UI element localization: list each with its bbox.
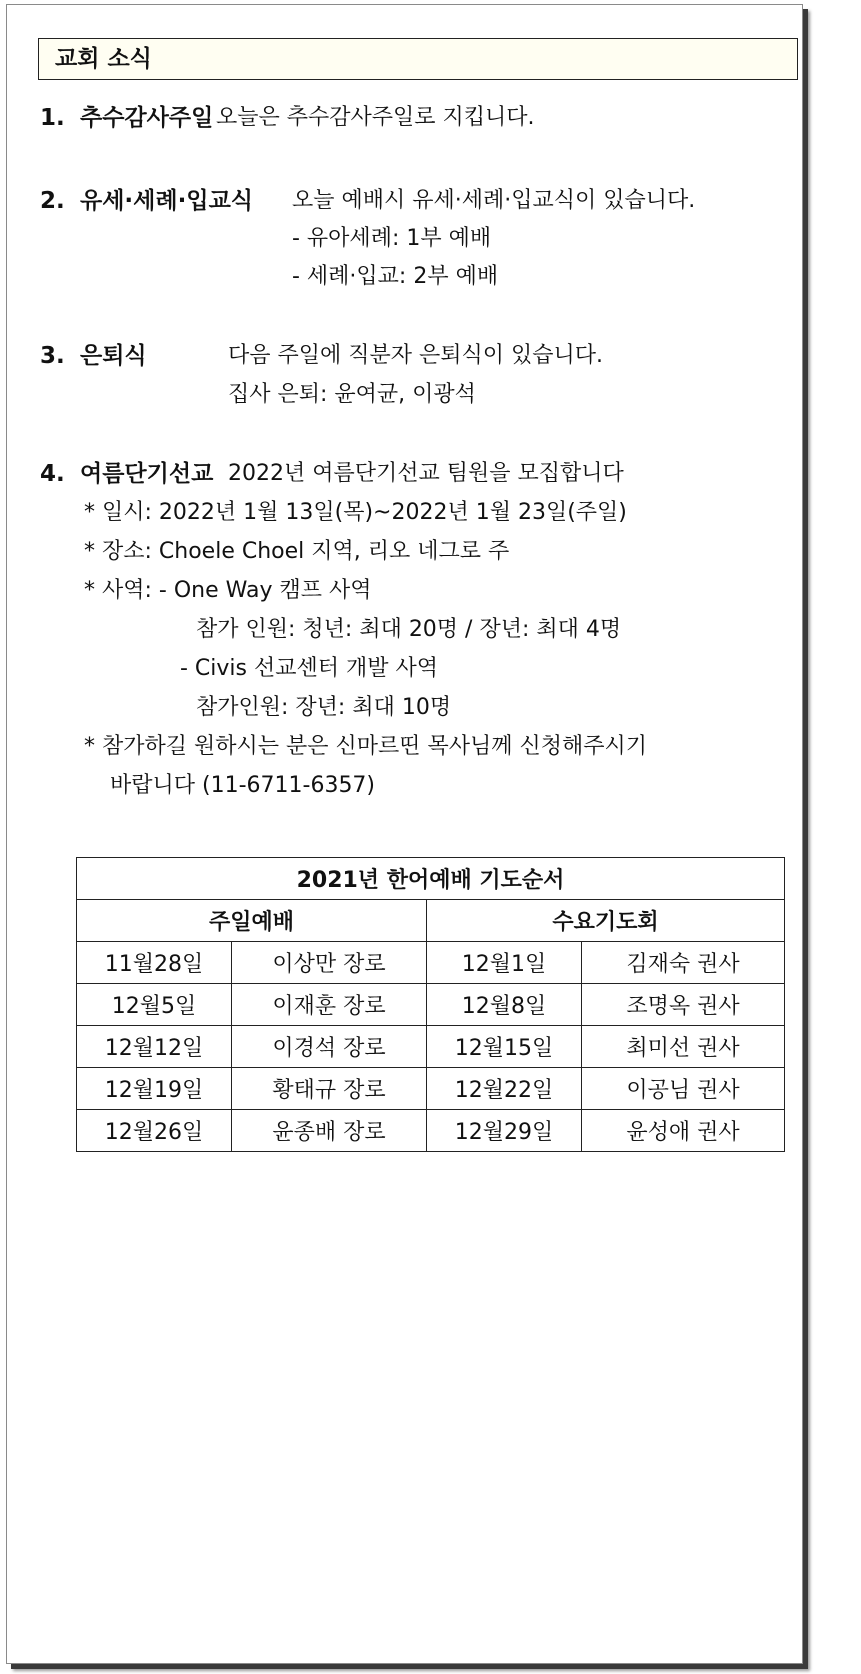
table-row (77, 1026, 785, 1068)
item-1-text: 오늘은 추수감사주일로 지킵니다. (216, 105, 535, 130)
sunday-leader: 황태규 장로 (232, 1068, 427, 1110)
sunday-date: 12월26일 (77, 1110, 232, 1152)
table-title: 2021년 한어예배 기도순서 (77, 858, 785, 900)
wednesday-date: 12월29일 (427, 1110, 582, 1152)
item-4-ministry: * 사역: - One Way 캠프 사역 (84, 578, 372, 603)
wednesday-leader: 윤성애 권사 (582, 1110, 785, 1152)
item-4-heading: 여름단기선교 (80, 461, 214, 487)
item-2-text: 오늘 예배시 유세·세례·입교식이 있습니다. (292, 188, 696, 213)
wednesday-date: 12월8일 (427, 984, 582, 1026)
item-3-text: 다음 주일에 직분자 은퇴식이 있습니다. (228, 343, 603, 368)
item-1-number: 1. (40, 105, 65, 131)
table-header-row (77, 900, 785, 942)
item-4-ministry-2: - Civis 선교센터 개발 사역 (180, 656, 438, 681)
item-3-heading: 은퇴식 (80, 343, 147, 369)
prayer-schedule-table (76, 857, 785, 1152)
item-4-place: * 장소: Choele Choel 지역, 리오 네그로 주 (84, 539, 510, 564)
section-title: 교회 소식 (38, 38, 798, 80)
wednesday-date: 12월22일 (427, 1068, 582, 1110)
item-2-number: 2. (40, 188, 65, 214)
sunday-date: 12월12일 (77, 1026, 232, 1068)
item-4-ministry-people: 참가 인원: 청년: 최대 20명 / 장년: 최대 4명 (196, 617, 622, 642)
item-2-heading: 유세·세례·입교식 (80, 188, 254, 214)
item-2-sub-1: - 유아세례: 1부 예배 (292, 226, 492, 251)
sunday-leader: 이경석 장로 (232, 1026, 427, 1068)
sunday-date: 12월19일 (77, 1068, 232, 1110)
wednesday-leader: 조명옥 권사 (582, 984, 785, 1026)
item-1-heading: 추수감사주일 (80, 105, 214, 131)
sunday-leader: 윤종배 장로 (232, 1110, 427, 1152)
item-3-sub-1: 집사 은퇴: 윤여균, 이광석 (228, 382, 476, 407)
sunday-leader: 이상만 장로 (232, 942, 427, 984)
wednesday-leader: 이공님 권사 (582, 1068, 785, 1110)
wednesday-leader: 최미선 권사 (582, 1026, 785, 1068)
column-sunday-service: 주일예배 (77, 900, 427, 942)
item-4-date: * 일시: 2022년 1월 13일(목)~2022년 1월 23일(주일) (84, 500, 627, 525)
item-4-ministry-2-people: 참가인원: 장년: 최대 10명 (196, 695, 452, 720)
item-3-number: 3. (40, 343, 65, 369)
wednesday-leader: 김재숙 권사 (582, 942, 785, 984)
item-4-apply-2: 바랍니다 (11-6711-6357) (110, 773, 376, 798)
item-4-apply: * 참가하길 원하시는 분은 신마르띤 목사님께 신청해주시기 (84, 734, 648, 759)
sunday-leader: 이재훈 장로 (232, 984, 427, 1026)
sunday-date: 12월5일 (77, 984, 232, 1026)
column-wednesday-prayer: 수요기도회 (427, 900, 785, 942)
table-title-row (77, 858, 785, 900)
table-row (77, 942, 785, 984)
item-2-sub-2: - 세례·입교: 2부 예배 (292, 264, 499, 289)
table-row (77, 1110, 785, 1152)
wednesday-date: 12월1일 (427, 942, 582, 984)
table-row (77, 1068, 785, 1110)
wednesday-date: 12월15일 (427, 1026, 582, 1068)
table-row (77, 984, 785, 1026)
item-4-number: 4. (40, 461, 65, 487)
sunday-date: 11월28일 (77, 942, 232, 984)
item-4-text: 2022년 여름단기선교 팀원을 모집합니다 (228, 461, 624, 486)
